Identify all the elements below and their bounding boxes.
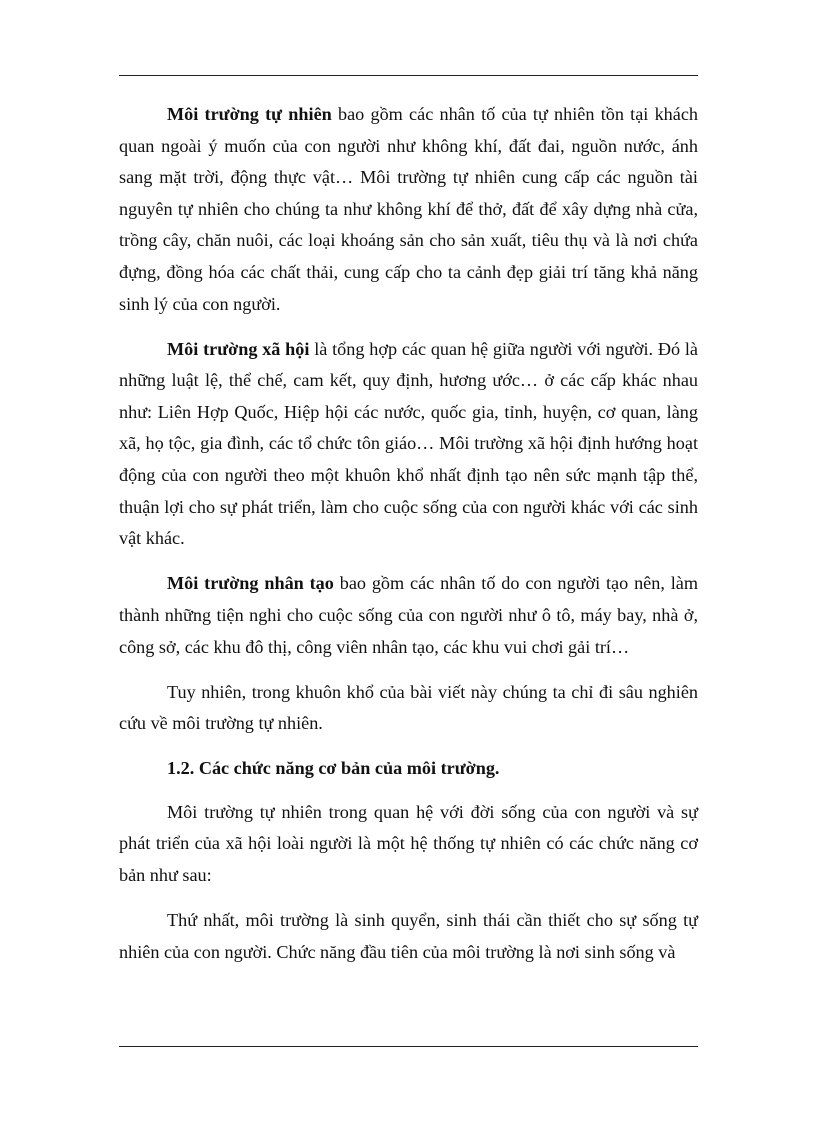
term-artificial-environment: Môi trường nhân tạo <box>167 573 334 594</box>
paragraph-text: bao gồm các nhân tố của tự nhiên tồn tại khách quan ngoài ý muốn của con người như không khí, đất đai, nguồn nước, ánh sang mặt trời, động thực vật… Môi trường tự nhiên cung cấp các nguồn tài nguyên tự nhiên cho chúng ta như không khí để thở, đất để xây dựng nhà cửa, trồng cây, chăn nuôi, các loại khoáng sản cho sản xuất, tiêu thụ và là nơi chứa đựng, đồng hóa các chất thải, cung cấp cho ta cảnh đẹp giải trí tăng khả năng sinh lý của con người. <box>119 104 698 314</box>
section-heading: 1.2. Các chức năng cơ bản của môi trường. <box>167 758 500 779</box>
term-natural-environment: Môi trường tự nhiên <box>167 104 332 124</box>
footer-rule <box>119 1046 698 1047</box>
paragraph-natural-environment <box>119 99 698 320</box>
paragraph-text: Tuy nhiên, trong khuôn khổ của bài viết này chúng ta chỉ đi sâu nghiên cứu về môi trường tự nhiên. <box>119 681 698 734</box>
header-rule <box>119 75 698 76</box>
paragraph-text: là tổng hợp các quan hệ giữa người với người. Đó là những luật lệ, thể chế, cam kết, quy định, hương ước… ở các cấp khác nhau như: Liên Hợp Quốc, Hiệp hội các nước, quốc gia, tỉnh, huyện, cơ quan, làng xã, họ tộc, gia đình, các tổ chức tôn giáo… Môi trường xã hội định hướng hoạt động của con người theo một khuôn khổ nhất định tạo nên sức mạnh tập thể, thuận lợi cho sự phát triển, làm cho cuộc sống của con người khác với các sinh vật khác. <box>119 338 698 549</box>
paragraph-text: bao gồm các nhân tố do con người tạo nên, làm thành những tiện nghi cho cuộc sống của con người như ô tô, máy bay, nhà ở, công sở, các khu đô thị, công viên nhân tạo, các khu vui chơi gải trí… <box>119 573 698 657</box>
paragraph-artificial-environment <box>119 568 698 663</box>
paragraph-scope-note <box>119 677 698 740</box>
paragraph-functions-intro <box>119 797 698 892</box>
paragraph-first-function <box>119 905 698 968</box>
paragraph-text: Môi trường tự nhiên trong quan hệ với đời sống của con người và sự phát triển của xã hội loài người là một hệ thống tự nhiên có các chức năng cơ bản như sau: <box>119 801 698 886</box>
document-body <box>119 99 698 982</box>
paragraph-text: Thứ nhất, môi trường là sinh quyển, sinh thái cần thiết cho sự sống tự nhiên của con người. Chức năng đầu tiên của môi trường là nơi sinh sống và <box>119 910 698 962</box>
paragraph-social-environment <box>119 334 698 555</box>
term-social-environment: Môi trường xã hội <box>167 338 310 359</box>
